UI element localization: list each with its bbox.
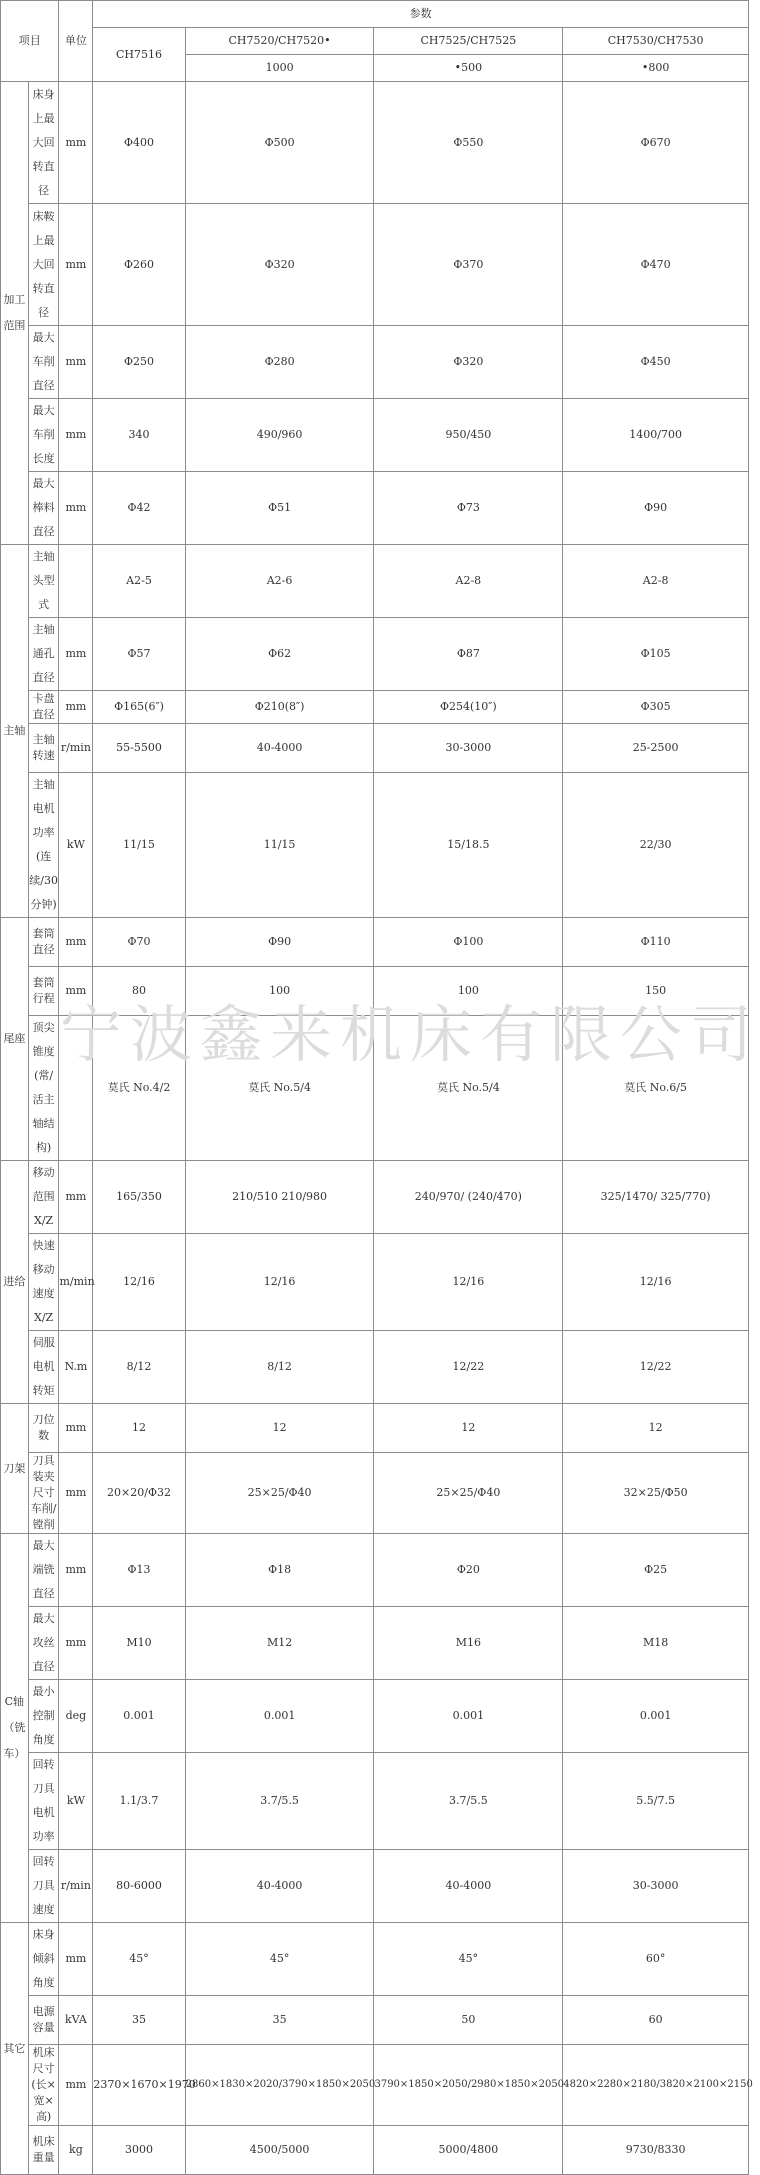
header-model: CH7530/CH7530 <box>563 28 749 55</box>
row-value: 0.001 <box>185 1680 374 1753</box>
row-value: 100 <box>374 967 563 1016</box>
table-row <box>1 2045 749 2126</box>
row-unit: mm <box>59 399 93 472</box>
row-value: 30-3000 <box>563 1850 749 1923</box>
row-item-label: 床鞍上最大回转直径 <box>28 204 59 326</box>
row-value: 20×20/Φ32 <box>93 1453 185 1534</box>
row-item-label: 主轴头型式 <box>28 545 59 618</box>
row-value: 12/16 <box>563 1234 749 1331</box>
row-value: 12/16 <box>93 1234 185 1331</box>
row-value: A2-6 <box>185 545 374 618</box>
row-item-label: 快速移动速度X/Z <box>28 1234 59 1331</box>
row-value: Φ400 <box>93 82 185 204</box>
row-value: Φ110 <box>563 918 749 967</box>
row-value: 1.1/3.7 <box>93 1753 185 1850</box>
row-unit: mm <box>59 1534 93 1607</box>
row-item-label: 移动范围X/Z <box>28 1161 59 1234</box>
row-value: Φ90 <box>185 918 374 967</box>
row-item-label: 最大攻丝直径 <box>28 1607 59 1680</box>
row-value: 3.7/5.5 <box>185 1753 374 1850</box>
header-model: CH7516 <box>93 28 185 82</box>
row-value: Φ70 <box>93 918 185 967</box>
row-item-label: 床身上最大回转直径 <box>28 82 59 204</box>
row-value: 32×25/Φ50 <box>563 1453 749 1534</box>
table-row <box>1 773 749 918</box>
group-label: 尾座 <box>1 918 29 1161</box>
row-item-label: 床身倾斜角度 <box>28 1923 59 1996</box>
row-item-label: 主轴转速 <box>28 724 59 773</box>
row-value: 8/12 <box>93 1331 185 1404</box>
table-row <box>1 1331 749 1404</box>
row-value: 25×25/Φ40 <box>185 1453 374 1534</box>
row-unit: kVA <box>59 1996 93 2045</box>
row-unit: mm <box>59 204 93 326</box>
row-value: 莫氏 No.5/4 <box>185 1016 374 1161</box>
row-value: Φ670 <box>563 82 749 204</box>
header-unit: 单位 <box>59 1 93 82</box>
row-item-label: 主轴通孔直径 <box>28 618 59 691</box>
table-row <box>1 1607 749 1680</box>
row-item-label: 主轴电机功率(连续/30分钟) <box>28 773 59 918</box>
row-item-label: 回转刀具速度 <box>28 1850 59 1923</box>
table-row <box>1 1923 749 1996</box>
row-value: 3.7/5.5 <box>374 1753 563 1850</box>
row-item-label: 最大车削直径 <box>28 326 59 399</box>
row-item-label: 最大棒料直径 <box>28 472 59 545</box>
row-value: 12 <box>93 1404 185 1453</box>
row-value: Φ100 <box>374 918 563 967</box>
row-value: 15/18.5 <box>374 773 563 918</box>
row-unit: mm <box>59 618 93 691</box>
row-item-label: 电源容量 <box>28 1996 59 2045</box>
row-value: M16 <box>374 1607 563 1680</box>
row-value: 11/15 <box>93 773 185 918</box>
row-value: Φ210(8″) <box>185 691 374 724</box>
table-row <box>1 1680 749 1753</box>
row-value: Φ550 <box>374 82 563 204</box>
table-row <box>1 204 749 326</box>
row-unit: mm <box>59 82 93 204</box>
row-unit: mm <box>59 1404 93 1453</box>
header-model-suffix: •800 <box>563 55 749 82</box>
row-value: 340 <box>93 399 185 472</box>
row-value: 0.001 <box>563 1680 749 1753</box>
row-unit: mm <box>59 918 93 967</box>
table-row <box>1 326 749 399</box>
row-unit: mm <box>59 1453 93 1534</box>
row-value: 2370×1670×1970 <box>93 2045 185 2126</box>
row-value: M10 <box>93 1607 185 1680</box>
row-value: Φ13 <box>93 1534 185 1607</box>
table-row <box>1 1850 749 1923</box>
row-value: Φ320 <box>374 326 563 399</box>
header-row <box>1 1 749 28</box>
row-value: 8/12 <box>185 1331 374 1404</box>
row-value: 45° <box>374 1923 563 1996</box>
row-value: 11/15 <box>185 773 374 918</box>
row-value: 12/22 <box>374 1331 563 1404</box>
row-value: 80 <box>93 967 185 1016</box>
row-value: Φ62 <box>185 618 374 691</box>
row-unit: mm <box>59 1161 93 1234</box>
row-value: 165/350 <box>93 1161 185 1234</box>
row-unit: kW <box>59 773 93 918</box>
row-value: 80-6000 <box>93 1850 185 1923</box>
table-row <box>1 1234 749 1331</box>
row-value: 4500/5000 <box>185 2126 374 2175</box>
row-value: Φ260 <box>93 204 185 326</box>
row-unit: mm <box>59 472 93 545</box>
row-value: Φ370 <box>374 204 563 326</box>
row-unit: m/min <box>59 1234 93 1331</box>
row-value: A2-8 <box>563 545 749 618</box>
row-unit: mm <box>59 2045 93 2126</box>
row-value: Φ500 <box>185 82 374 204</box>
row-item-label: 机床重量 <box>28 2126 59 2175</box>
table-row <box>1 618 749 691</box>
row-value: Φ18 <box>185 1534 374 1607</box>
row-value: 莫氏 No.5/4 <box>374 1016 563 1161</box>
row-item-label: 最大车削长度 <box>28 399 59 472</box>
header-model: CH7525/CH7525 <box>374 28 563 55</box>
row-value: A2-8 <box>374 545 563 618</box>
row-value: 35 <box>93 1996 185 2045</box>
row-value: 5.5/7.5 <box>563 1753 749 1850</box>
row-unit: mm <box>59 326 93 399</box>
row-value: Φ280 <box>185 326 374 399</box>
row-value: 45° <box>185 1923 374 1996</box>
row-value: Φ470 <box>563 204 749 326</box>
row-value: Φ87 <box>374 618 563 691</box>
row-value: M18 <box>563 1607 749 1680</box>
row-value: A2-5 <box>93 545 185 618</box>
row-value: 30-3000 <box>374 724 563 773</box>
row-value: 45° <box>93 1923 185 1996</box>
row-item-label: 最大端铣直径 <box>28 1534 59 1607</box>
row-value: 1400/700 <box>563 399 749 472</box>
header-model-suffix: •500 <box>374 55 563 82</box>
row-unit: mm <box>59 1923 93 1996</box>
row-item-label: 顶尖锥度(常/活主轴结构) <box>28 1016 59 1161</box>
row-item-label: 伺服电机转矩 <box>28 1331 59 1404</box>
watermark: 宁波鑫来机床有限公司 <box>60 998 760 1071</box>
header-item: 项目 <box>1 1 59 82</box>
row-value: 325/1470/ 325/770) <box>563 1161 749 1234</box>
row-value: 50 <box>374 1996 563 2045</box>
row-value: 莫氏 No.4/2 <box>93 1016 185 1161</box>
table-row <box>1 472 749 545</box>
row-value: 12/16 <box>185 1234 374 1331</box>
row-value: 210/510 210/980 <box>185 1161 374 1234</box>
table-row <box>1 545 749 618</box>
row-unit: N.m <box>59 1331 93 1404</box>
row-value: Φ254(10″) <box>374 691 563 724</box>
row-value: 35 <box>185 1996 374 2045</box>
row-item-label: 回转刀具电机功率 <box>28 1753 59 1850</box>
table-row <box>1 1453 749 1534</box>
row-item-label: 刀位数 <box>28 1404 59 1453</box>
row-item-label: 机床尺寸(长×宽×高) <box>28 2045 59 2126</box>
row-item-label: 卡盘直径 <box>28 691 59 724</box>
row-value: 12/16 <box>374 1234 563 1331</box>
table-row <box>1 1016 749 1161</box>
row-unit: mm <box>59 1607 93 1680</box>
row-value: 12/22 <box>563 1331 749 1404</box>
row-value: 25×25/Φ40 <box>374 1453 563 1534</box>
row-value: Φ320 <box>185 204 374 326</box>
row-value: 22/30 <box>563 773 749 918</box>
row-unit <box>59 1016 93 1161</box>
row-value: Φ305 <box>563 691 749 724</box>
row-value: M12 <box>185 1607 374 1680</box>
row-value: 0.001 <box>374 1680 563 1753</box>
row-value: Φ25 <box>563 1534 749 1607</box>
row-value: Φ450 <box>563 326 749 399</box>
row-value: 12 <box>185 1404 374 1453</box>
row-unit: r/min <box>59 1850 93 1923</box>
row-value: 60° <box>563 1923 749 1996</box>
row-value: 25-2500 <box>563 724 749 773</box>
row-value: 4820×2280×2180/3820×2100×2150 <box>563 2045 749 2126</box>
row-value: 9730/8330 <box>563 2126 749 2175</box>
row-value: 40-4000 <box>185 724 374 773</box>
table-row <box>1 724 749 773</box>
row-unit: kW <box>59 1753 93 1850</box>
group-label: 加工范围 <box>1 82 29 545</box>
row-value: Φ51 <box>185 472 374 545</box>
row-value: Φ105 <box>563 618 749 691</box>
group-label: 主轴 <box>1 545 29 918</box>
header-model-suffix: 1000 <box>185 55 374 82</box>
group-label: C轴（铣车） <box>1 1534 29 1923</box>
row-item-label: 最小控制角度 <box>28 1680 59 1753</box>
row-value: 490/960 <box>185 399 374 472</box>
row-value: 55-5500 <box>93 724 185 773</box>
table-row <box>1 1161 749 1234</box>
table-row <box>1 399 749 472</box>
row-unit: r/min <box>59 724 93 773</box>
row-value: 60 <box>563 1996 749 2045</box>
row-value: Φ250 <box>93 326 185 399</box>
row-value: 12 <box>563 1404 749 1453</box>
row-value: Φ73 <box>374 472 563 545</box>
table-row <box>1 918 749 967</box>
row-value: 莫氏 No.6/5 <box>563 1016 749 1161</box>
table-row <box>1 1996 749 2045</box>
row-value: Φ90 <box>563 472 749 545</box>
group-label: 其它 <box>1 1923 29 2175</box>
row-unit <box>59 545 93 618</box>
group-label: 刀架 <box>1 1404 29 1534</box>
row-value: Φ20 <box>374 1534 563 1607</box>
row-unit: deg <box>59 1680 93 1753</box>
row-unit: mm <box>59 691 93 724</box>
row-value: 100 <box>185 967 374 1016</box>
row-value: 150 <box>563 967 749 1016</box>
row-unit: kg <box>59 2126 93 2175</box>
row-item-label: 刀具装夹尺寸车削/镗削 <box>28 1453 59 1534</box>
row-unit: mm <box>59 967 93 1016</box>
row-value: 2860×1830×2020/3790×1850×2050 <box>185 2045 374 2126</box>
row-item-label: 套筒行程 <box>28 967 59 1016</box>
header-params: 参数 <box>93 1 749 28</box>
row-value: 3790×1850×2050/2980×1850×2050 <box>374 2045 563 2126</box>
table-row <box>1 2126 749 2175</box>
table-row <box>1 82 749 204</box>
row-value: 12 <box>374 1404 563 1453</box>
row-value: 950/450 <box>374 399 563 472</box>
table-row <box>1 1753 749 1850</box>
header-model: CH7520/CH7520• <box>185 28 374 55</box>
row-value: Φ165(6″) <box>93 691 185 724</box>
header-models-row <box>1 28 749 55</box>
table-row <box>1 691 749 724</box>
group-label: 进给 <box>1 1161 29 1404</box>
row-item-label: 套筒直径 <box>28 918 59 967</box>
row-value: 3000 <box>93 2126 185 2175</box>
row-value: 240/970/ (240/470) <box>374 1161 563 1234</box>
row-value: 40-4000 <box>374 1850 563 1923</box>
row-value: 40-4000 <box>185 1850 374 1923</box>
table-row <box>1 1534 749 1607</box>
table-row <box>1 967 749 1016</box>
table-row <box>1 1404 749 1453</box>
row-value: Φ42 <box>93 472 185 545</box>
row-value: 5000/4800 <box>374 2126 563 2175</box>
row-value: 0.001 <box>93 1680 185 1753</box>
row-value: Φ57 <box>93 618 185 691</box>
